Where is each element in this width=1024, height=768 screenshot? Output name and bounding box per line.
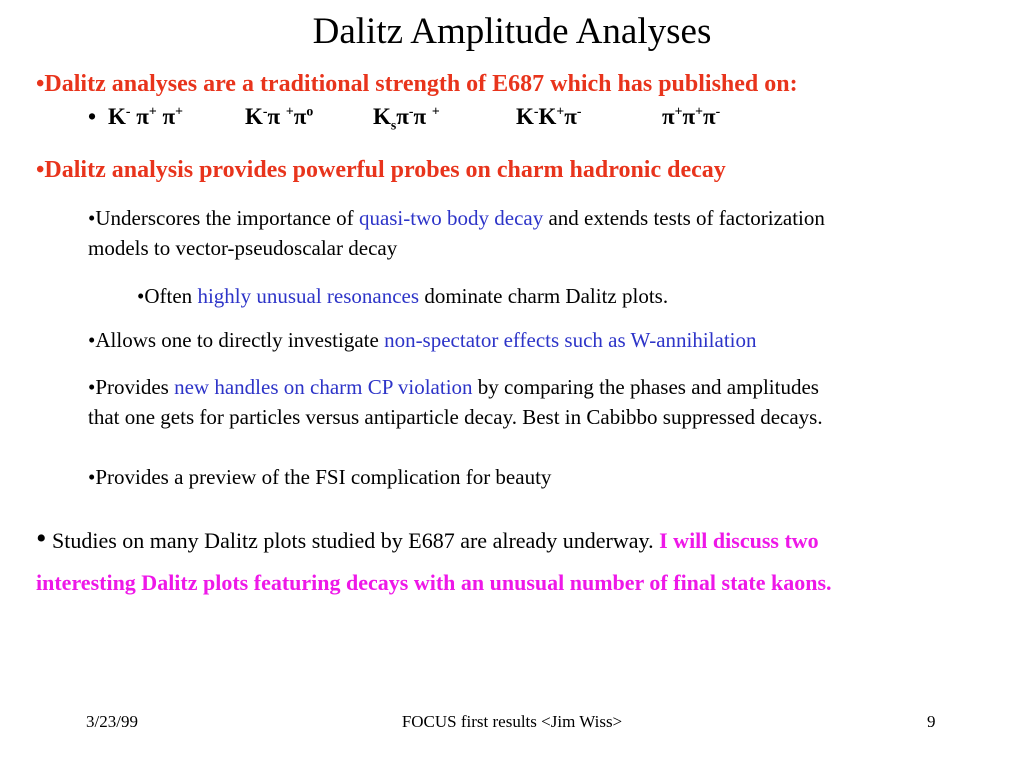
decay-bullet-mark: •	[88, 104, 97, 129]
highlight-discuss-two: I will discuss two	[659, 528, 819, 553]
bullet-mark: •	[36, 71, 45, 97]
highlight-non-spectator: non-spectator effects such as W-annihilation	[384, 328, 757, 352]
bullet-mark: •	[137, 284, 145, 308]
footer-date: 3/23/99	[86, 712, 138, 731]
slide-title: Dalitz Amplitude Analyses	[312, 11, 712, 52]
decay-mode-3: $K_s\pi^-\pi$ +	[373, 103, 440, 133]
sub-bullet-often: •Often highly unusual resonances dominate charm Dalitz plots.	[137, 284, 669, 308]
footer-title: FOCUS first results <Jim Wiss>	[401, 712, 623, 731]
sub-bullet-allows: •Allows one to directly investigate non-spectator effects such as W-annihilation	[88, 328, 757, 352]
footer-page-number: 9	[927, 712, 936, 731]
bullet-mark: •	[88, 465, 96, 489]
bullet-text: Dalitz analysis provides powerful probes on charm hadronic decay	[44, 157, 726, 183]
bullet-mark: •	[88, 328, 96, 352]
decay-mode-1: K- π+ π+	[108, 103, 183, 129]
highlight-final-state-kaons: interesting Dalitz plots featuring decays with an unusual number of final state kaons.	[36, 570, 832, 595]
decay-mode-2: K-π $^+\pi^o$	[245, 103, 314, 129]
decay-modes-row	[88, 104, 788, 138]
highlight-quasi-two-body: quasi-two body decay	[358, 206, 544, 230]
sub-bullet-cp-violation: •Provides new handles on charm CP violation by comparing the phases and amplitudes that one gets for particles versus antiparticle decay. Best in Cabibbo suppressed decays.	[88, 372, 823, 432]
bullet-mark: •	[36, 157, 45, 183]
bullet-mark: •	[88, 375, 96, 399]
highlight-unusual-resonances: highly unusual resonances	[197, 284, 420, 308]
sub-bullet-underscores: •Underscores the importance of quasi-two body decay and extends tests of factorization models to vector-pseudoscalar decay	[88, 203, 825, 263]
decay-mode-4: K-K+π-	[516, 103, 582, 129]
sub-bullet-underscores-line2: models to vector-pseudoscalar decay	[88, 236, 398, 260]
decay-mode-5: π+π+π-	[662, 103, 721, 129]
bullet-powerful-probes	[36, 155, 726, 185]
bullet-mark: •	[88, 206, 96, 230]
bullet-traditional-strength	[36, 69, 798, 99]
highlight-cp-violation: new handles on charm CP violation	[174, 375, 473, 399]
sub-bullet-fsi: •Provides a preview of the FSI complication for beauty	[88, 465, 552, 489]
bullet-mark: •	[36, 522, 47, 555]
bullet-studies: • Studies on many Dalitz plots studied by E687 are already underway. I will discuss two interesting Dalitz plots featuring decays with an unusual number of final state kaons.	[36, 522, 832, 600]
bullet-text: Dalitz analyses are a traditional strength of E687 which has published on:	[44, 71, 798, 97]
sub-bullet-cp-violation-line2: that one gets for particles versus antiparticle decay. Best in Cabibbo suppressed decays.	[88, 405, 823, 429]
